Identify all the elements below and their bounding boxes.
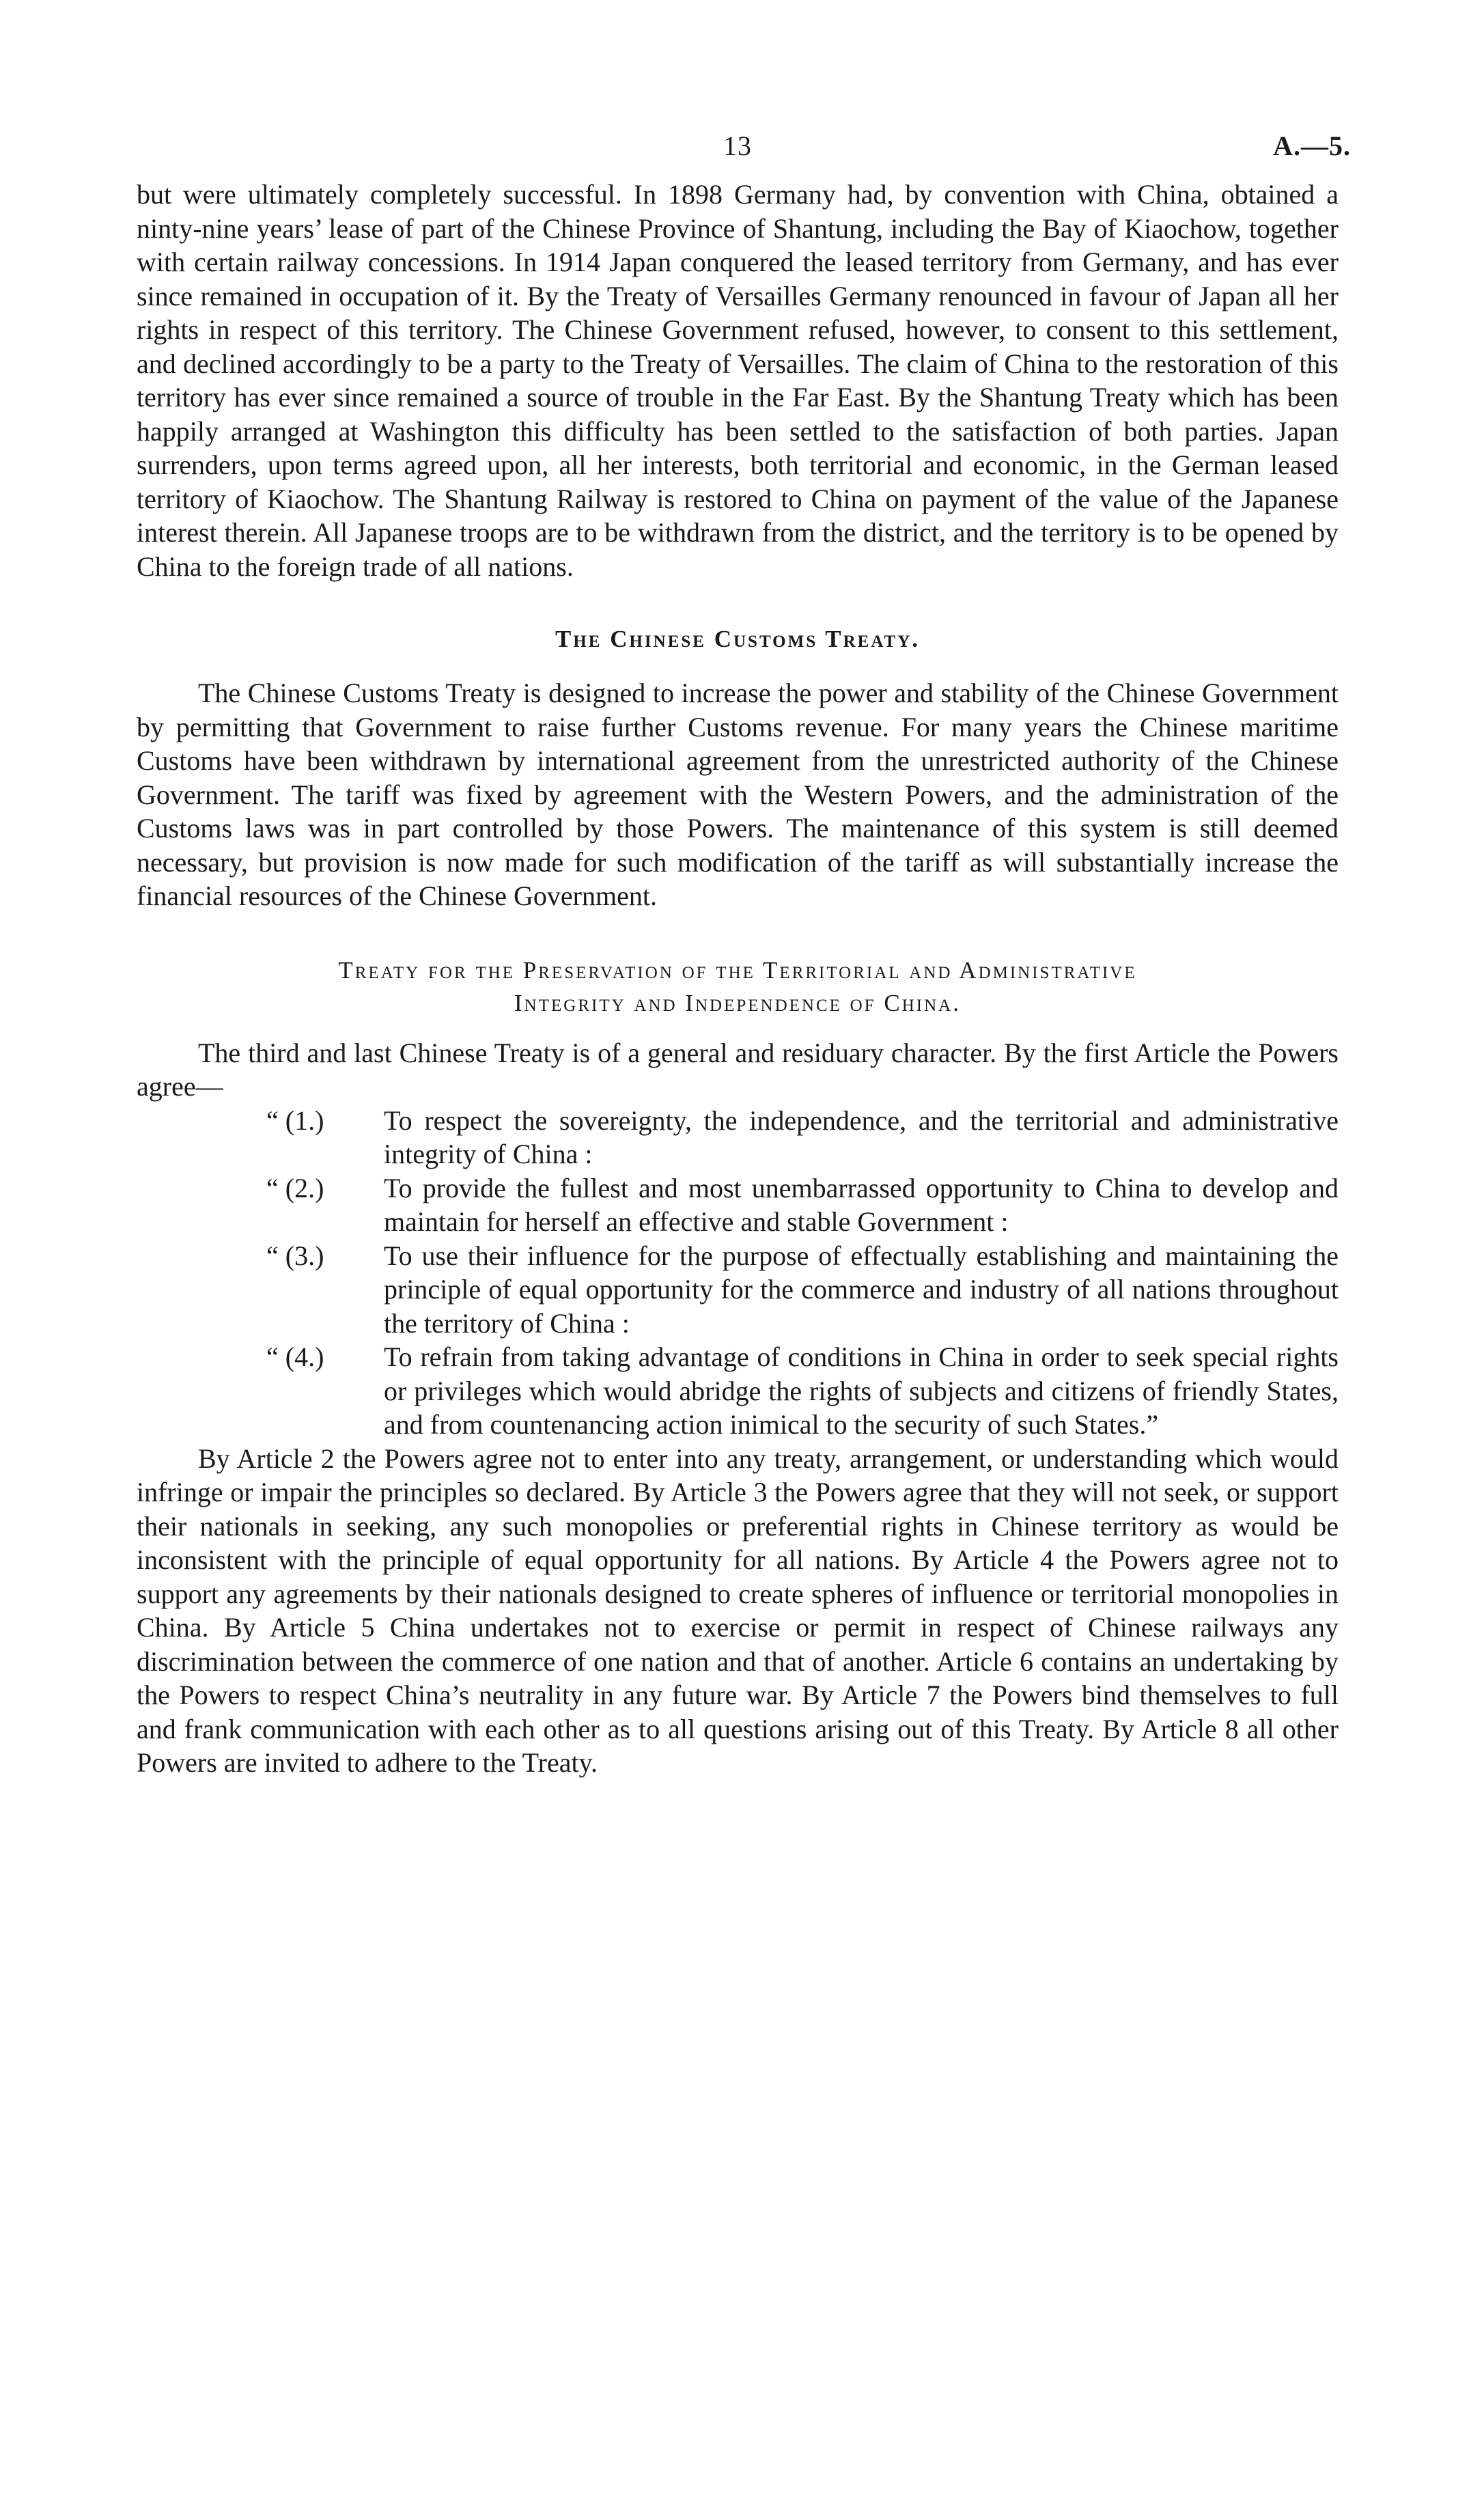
integrity-treaty-intro: The third and last Chinese Treaty is of a general and residuary character. By the first Article the Powers agree—: [137, 1037, 1339, 1102]
article-number: “ (2.): [266, 1172, 324, 1203]
article-list: [137, 1104, 1339, 1442]
article-number: “ (3.): [266, 1240, 324, 1271]
series-reference: A.—5.: [1273, 130, 1351, 161]
article-number: “ (1.): [266, 1104, 324, 1136]
document-page: [137, 130, 1351, 1780]
customs-treaty-title: The Chinese Customs Treaty.: [555, 626, 920, 652]
article-item-1: [137, 1104, 1339, 1171]
article-item-3: [137, 1239, 1339, 1341]
integrity-treaty-title-line2: Integrity and Independence of China.: [514, 989, 961, 1016]
customs-treaty-paragraph: The Chinese Customs Treaty is designed to increase the power and stability of the Chinese Government by permitting that Government to raise further Customs revenue. For many years the Chinese maritime Customs have been withdrawn by international agreement from the unrestricted authority of the Chinese Government. The tariff was fixed by agreement with the Western Powers, and the administration of the Customs laws was in part controlled by those Powers. The maintenance of this system is still deemed necessary, but provision is now made for such modification of the tariff as will substantially increase the financial resources of the Chinese Government.: [137, 678, 1339, 911]
article-number: “ (4.): [266, 1341, 324, 1372]
article-text: To refrain from taking advantage of conditions in China in order to seek special rights or privileges which would abridge the rights of subjects and citizens of friendly States, and from countenancing action inimical to the security of such States.”: [384, 1341, 1339, 1440]
intro-paragraph: but were ultimately completely successful. In 1898 Germany had, by convention with China, obtained a ninty-nine years’ lease of part of the Chinese Province of Shantung, including the Bay of Kiaochow, together with certain railway concessions. In 1914 Japan conquered the leased territory from Germany, and has ever since remained in occupation of it. By the Treaty of Versailles Germany renounced in favour of Japan all her rights in respect of this territory. The Chinese Government refused, however, to consent to this settlement, and declined accordingly to be a party to the Treaty of Versailles. The claim of China to the restoration of this territory has ever since remained a source of trouble in the Far East. By the Shantung Treaty which has been happily arranged at Washington this difficulty has been settled to the satisfaction of both parties. Japan surrenders, upon terms agreed upon, all her interests, both territorial and economic, in the German leased territory of Kiaochow. The Shantung Railway is restored to China on payment of the value of the Japanese interest therein. All Japanese troops are to be withdrawn from the district, and the territory is to be opened by China to the foreign trade of all nations.: [137, 179, 1339, 582]
article-item-4: [137, 1340, 1339, 1442]
article-item-2: [137, 1171, 1339, 1239]
integrity-treaty-title: [137, 954, 1339, 1020]
page-number: 13: [723, 130, 752, 161]
article-text: To use their influence for the purpose of effectually establishing and maintaining the principle of equal opportunity for the commerce and industry of all nations throughout the territory of China :: [384, 1240, 1339, 1339]
integrity-treaty-conclusion: By Article 2 the Powers agree not to enter into any treaty, arrangement, or understanding which would infringe or impair the principles so declared. By Article 3 the Powers agree that they will not seek, or support their nationals in seeking, any such monopolies or preferential rights in Chinese territory as would be inconsistent with the principle of equal opportunity for all nations. By Article 4 the Powers agree not to support any agreements by their nationals designed to create spheres of influence or territorial monopolies in China. By Article 5 China undertakes not to exercise or permit in respect of Chinese railways any discrimination between the commerce of one nation and that of another. Article 6 contains an undertaking by the Powers to respect China’s neutrality in any future war. By Article 7 the Powers bind themselves to full and frank communication with each other as to all questions arising out of this Treaty. By Article 8 all other Powers are invited to adhere to the Treaty.: [137, 1443, 1339, 1778]
page-header: [137, 130, 1351, 178]
article-text: To provide the fullest and most unembarrassed opportunity to China to develop and maintain for herself an effective and stable Government :: [384, 1172, 1339, 1237]
integrity-treaty-title-line1: Treaty for the Preservation of the Territorial and Administrative: [338, 956, 1137, 984]
article-text: To respect the sovereignty, the independence, and the territorial and administrative integrity of China :: [384, 1104, 1339, 1169]
